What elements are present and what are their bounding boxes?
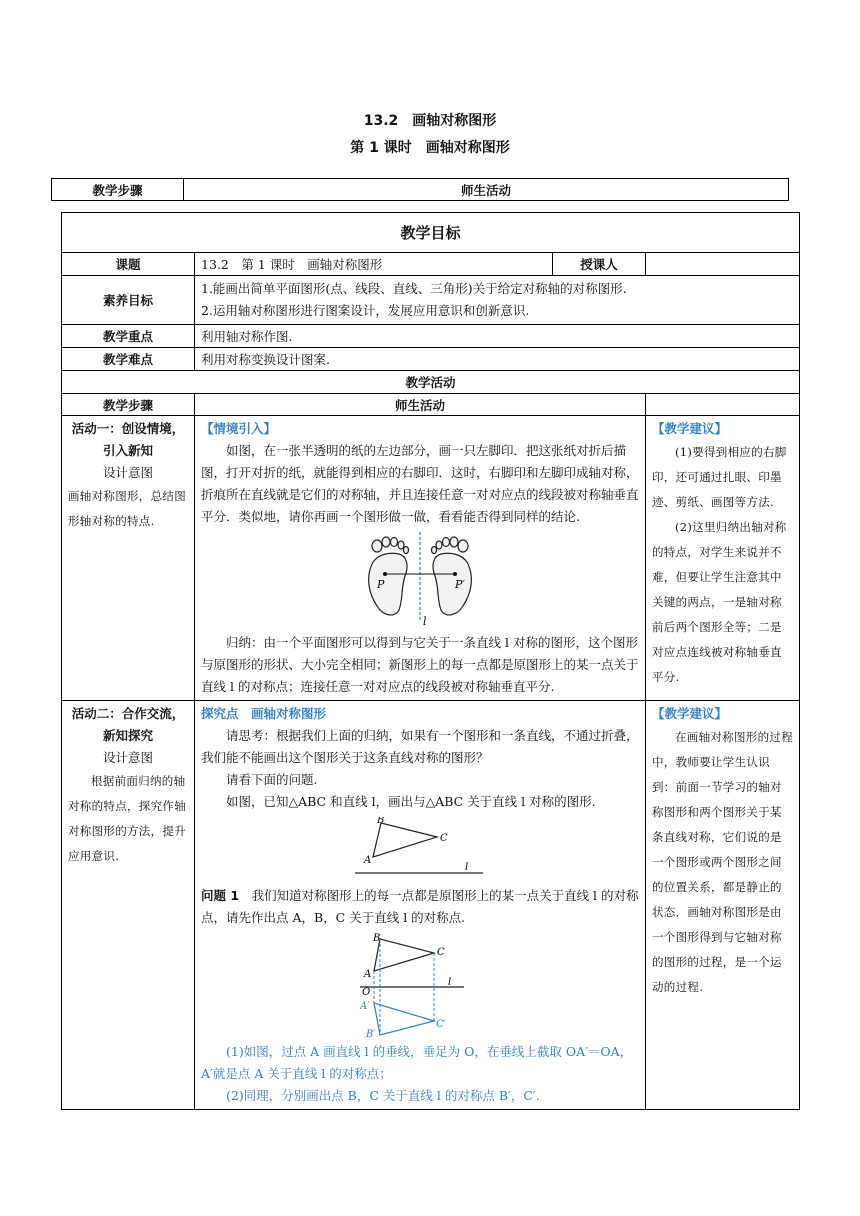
triangle-original (374, 939, 434, 971)
activity1-intent-label: 设计意图 (102, 465, 153, 480)
steps-header: 教学步骤 (62, 394, 195, 416)
activity2-content-cell (195, 701, 646, 1110)
label-c-prime: C′ (436, 1019, 446, 1030)
literacy-label: 素养目标 (62, 276, 195, 325)
activity1-steps-cell (62, 416, 195, 701)
label-l: l (423, 615, 427, 628)
activity1-paragraph-1: 如图，在一张半透明的纸的左边部分，画一只左脚印．把这张纸对折后描图，打开对折的纸，就能得到相应的右脚印．这时，右脚印和左脚印成轴对称，折痕所在直线就是它们的对称轴，并且连接任意一对对应点的线段被对称轴垂直平分．类似地，请你再画一个图形做一做，看看能否得到同样的结论. (201, 443, 639, 524)
label-a-orig: A (364, 969, 372, 980)
left-footprint (369, 537, 409, 615)
activity1-title-line1: 活动一：创设情境， (71, 421, 185, 436)
activity2-intent-label: 设计意图 (102, 750, 153, 765)
label-c-orig: C (437, 947, 445, 958)
activity-header: 师生活动 (195, 394, 646, 416)
activity2-suggest-cell (646, 701, 800, 1110)
top-header-table (51, 178, 789, 201)
key-point-label: 教学重点 (62, 325, 195, 348)
question1-label: 问题 1 (201, 888, 240, 903)
label-b-prime: B′ (366, 1029, 376, 1037)
topic-label: 课题 (62, 253, 195, 276)
activity2-steps-cell (62, 701, 195, 1110)
difficult-point-value: 利用对称变换设计图案. (195, 348, 800, 371)
top-steps-header: 教学步骤 (52, 179, 184, 201)
period-title: 第 1 课时 画轴对称图形 (350, 140, 510, 156)
label-pp: P′ (455, 578, 465, 591)
triangle-image (374, 1003, 434, 1035)
teacher-label: 授课人 (553, 253, 646, 276)
activity2-suggest-tag: 【教学建议】 (652, 706, 728, 721)
activity2-paragraph-1: 请思考：根据我们上面的归纳，如果有一个图形和一条直线，不通过折叠，我们能不能画出这个图形关于这条直线对称的图形？ (201, 728, 639, 765)
difficult-point-label: 教学难点 (62, 348, 195, 371)
activity2-paragraph-3: 如图，已知△ABC 和直线 l，画出与△ABC 关于直线 l 对称的图形. (226, 794, 596, 809)
topic-value: 13.2 第 1 课时 画轴对称图形 (195, 253, 553, 276)
activity1-content-cell (195, 416, 646, 701)
teacher-value (646, 253, 800, 276)
label-a: A (364, 855, 372, 866)
triangle-figure (355, 817, 485, 881)
activity1-intent-text: 画轴对称图形，总结图形轴对称的特点. (68, 489, 186, 528)
label-b-orig: B (373, 933, 381, 944)
label-c: C (440, 833, 448, 844)
activity1-suggest-1: (1)要得到相应的右脚印，还可通过扎眼、印墨迹、剪纸、画图等方法. (652, 445, 787, 509)
lesson-title: 13.2 画轴对称图形 (363, 113, 497, 129)
label-l-line: l (448, 977, 452, 988)
step-2: (2)同理，分别画出点 B，C 关于直线 l 的对称点 B′，C′. (226, 1088, 540, 1103)
activity2-paragraph-2: 请看下面的问题. (226, 772, 318, 787)
activity2-suggest-text: 在画轴对称图形的过程中，教师要让学生认识到：前面一节学习的轴对称图形和两个图形关于某条直线对称，它们说的是一个图形或两个图形之间的位置关系，都是静止的状态．画轴对称图形是由一个图形得到与它轴对称的图形的过程，是一个运动的过程. (652, 730, 793, 994)
activity1-suggest-tag: 【教学建议】 (652, 421, 728, 436)
activity1-paragraph-2: 归纳：由一个平面图形可以得到与它关于一条直线 l 对称的图形，这个图形与原图形的形状、大小完全相同；新图形上的每一点都是原图形上的某一点关于直线 l 的对称点；连接任意一对对应点的线段被对称轴垂直平分. (201, 635, 639, 694)
triangle-abc (373, 823, 437, 857)
activities-heading: 教学活动 (62, 371, 800, 394)
literacy-goals (195, 276, 800, 325)
label-a-prime: A′ (360, 1001, 370, 1012)
question1 (201, 885, 639, 929)
top-activity-header: 师生活动 (184, 179, 789, 201)
point-pp (453, 572, 457, 576)
literacy-goal-2: 2.运用轴对称图形进行图案设计，发展应用意识和创新意识. (201, 303, 530, 318)
label-b: B (377, 817, 385, 826)
footprints-figure (355, 532, 485, 628)
activity1-suggest-2: (2)这里归纳出轴对称的特点，对学生来说并不难，但要让学生注意其中关键的两点，一是轴对称前后两个图形全等；二是对应点连线被对称轴垂直平分. (652, 520, 787, 684)
right-footprint (432, 537, 472, 615)
label-o: O (362, 987, 371, 998)
lesson-plan-table (61, 212, 800, 1110)
activity2-intent-text: 根据前面归纳的轴对称的特点，探究作轴对称图形的方法，提升应用意识. (68, 774, 186, 863)
question1-text: 我们知道对称图形上的每一点都是原图形上的某一点关于直线 l 的对称点，请先作出点 A，B，C 关于直线 l 的对称点. (201, 888, 639, 925)
activity1-suggest-cell (646, 416, 800, 701)
goals-heading: 教学目标 (62, 213, 800, 253)
label-l2: l (465, 862, 469, 873)
activity2-title-line1: 活动二：合作交流， (71, 706, 185, 721)
literacy-goal-1: 1.能画出简单平面图形(点、线段、直线、三角形)关于给定对称轴的对称图形. (201, 281, 627, 296)
activity2-tag: 探究点 画轴对称图形 (201, 706, 327, 721)
key-point-value: 利用轴对称作图. (195, 325, 800, 348)
activity1-tag: 【情境引入】 (201, 421, 277, 436)
activity2-title-line2: 新知探究 (102, 728, 153, 743)
point-p (383, 572, 387, 576)
activity1-title-line2: 引入新知 (102, 443, 153, 458)
label-p: P (377, 578, 385, 591)
reflection-figure (360, 933, 480, 1037)
suggestion-header-blank (646, 394, 800, 416)
step-1: (1)如图，过点 A 画直线 l 的垂线，垂足为 O，在垂线上截取 OA′＝OA，A′就是点 A 关于直线 l 的对称点； (201, 1044, 633, 1081)
